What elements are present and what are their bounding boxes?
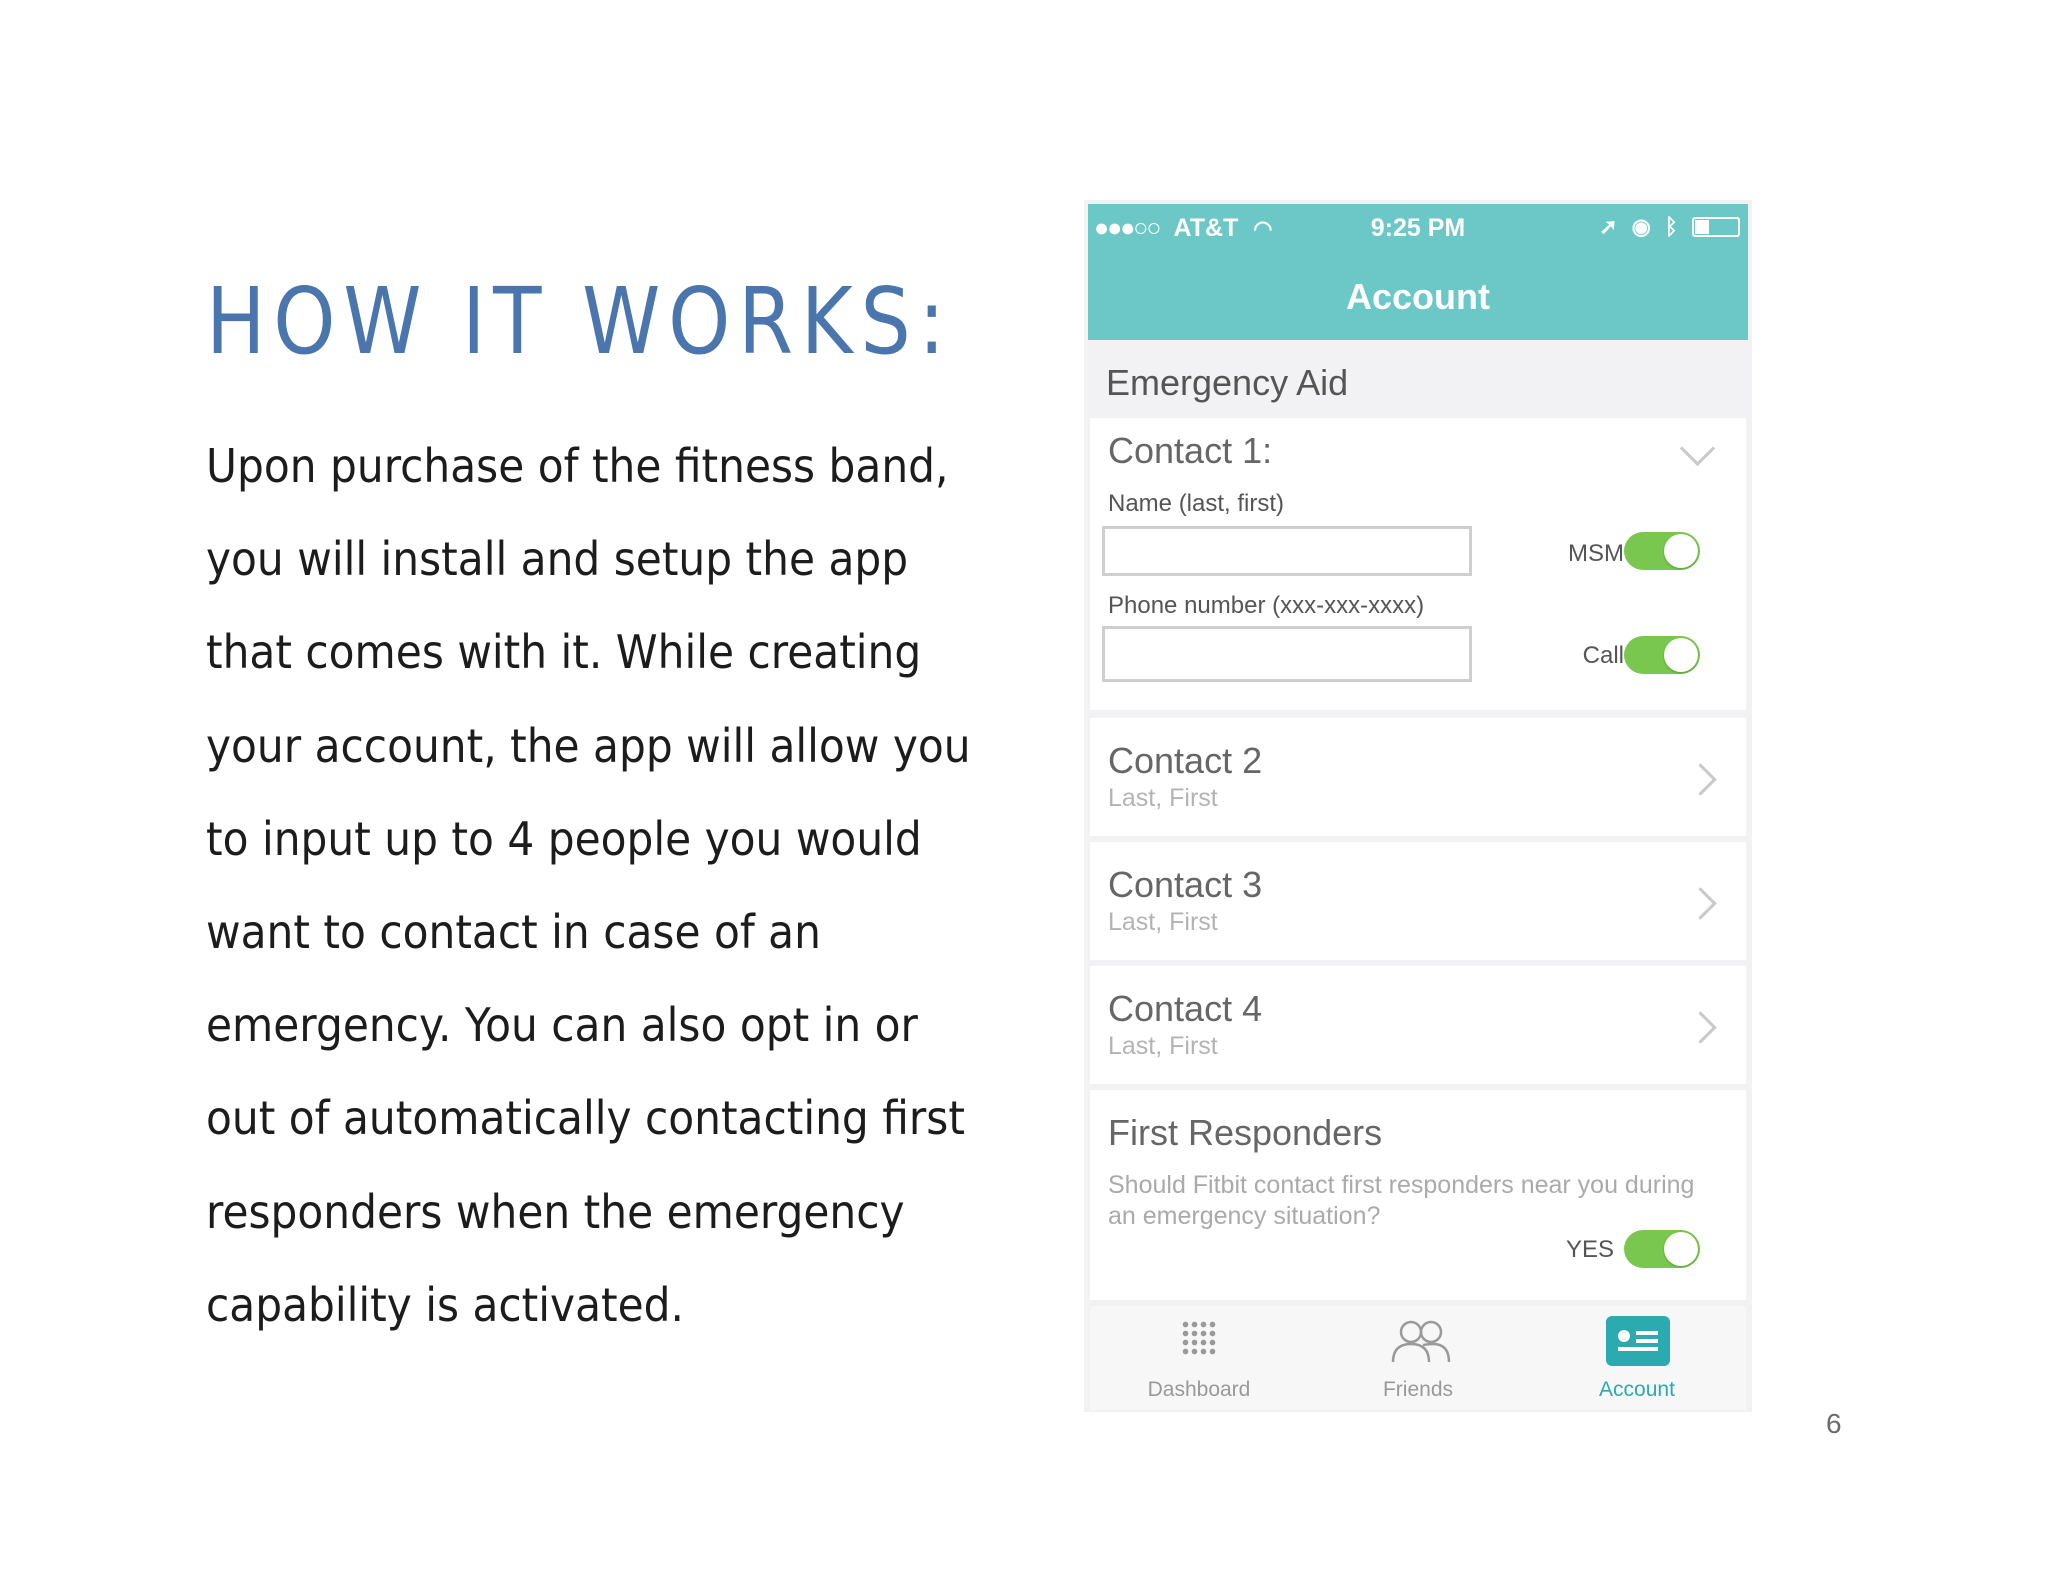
tab-friends[interactable]	[1309, 1306, 1527, 1410]
status-time: 9:25 PM	[1370, 214, 1466, 242]
tab-dashboard[interactable]	[1090, 1306, 1308, 1410]
body-line: capability is activated.	[206, 1277, 684, 1332]
msm-label: MSM	[1568, 540, 1624, 567]
contact-3-title: Contact 3	[1108, 864, 1263, 905]
call-toggle[interactable]	[1624, 636, 1700, 674]
body-line: you will install and setup the app	[206, 532, 909, 587]
phone-field-label: Phone number (xxx-xxx-xxxx)	[1108, 592, 1425, 619]
contact-2-subtitle: Last, First	[1108, 784, 1218, 812]
friends-icon	[1389, 1318, 1453, 1364]
body-line: responders when the emergency	[206, 1184, 905, 1239]
page-number: 6	[1826, 1408, 1842, 1439]
first-responders-description: Should Fitbit contact first responders near you during an emergency situation?	[1108, 1171, 1695, 1230]
body-line: your account, the app will allow you	[206, 718, 971, 773]
status-icons	[1599, 214, 1740, 240]
contact-4-title: Contact 4	[1108, 988, 1263, 1029]
tab-account[interactable]	[1528, 1306, 1746, 1410]
contact-3-subtitle: Last, First	[1108, 908, 1218, 936]
dashboard-icon	[1181, 1320, 1217, 1356]
slide-title: HOW IT WORKS:	[206, 268, 953, 375]
tab-label: Account	[1599, 1378, 1675, 1401]
tab-label: Dashboard	[1147, 1378, 1251, 1401]
first-responders-card	[1090, 1090, 1746, 1300]
contact-4-subtitle: Last, First	[1108, 1032, 1218, 1060]
contact-1-card	[1090, 418, 1746, 710]
chevron-down-icon[interactable]	[1680, 431, 1715, 466]
body-line: emergency. You can also opt in or	[206, 998, 918, 1053]
phone-screenshot	[1084, 200, 1752, 1412]
contact-2-row[interactable]	[1090, 718, 1746, 836]
body-line: to input up to 4 people you would	[206, 811, 922, 866]
battery-icon	[1692, 217, 1740, 237]
section-title: Emergency Aid	[1106, 362, 1349, 403]
phone-input[interactable]	[1102, 626, 1472, 682]
location-icon: ➚	[1599, 214, 1618, 239]
body-line: that comes with it. While creating	[206, 625, 922, 680]
contact-2-title: Contact 2	[1108, 740, 1263, 781]
app-header	[1088, 204, 1748, 340]
first-responders-title: First Responders	[1108, 1112, 1383, 1153]
tab-bar	[1090, 1306, 1746, 1410]
body-line: want to contact in case of an	[206, 905, 821, 960]
signal-strength-icon: ●●●○○	[1094, 214, 1160, 242]
tab-label: Friends	[1382, 1378, 1454, 1401]
account-icon	[1606, 1316, 1670, 1366]
chevron-right-icon	[1684, 763, 1717, 796]
yes-label: YES	[1565, 1236, 1614, 1263]
wifi-icon: ◠	[1253, 216, 1273, 241]
chevron-right-icon	[1684, 1011, 1717, 1044]
name-input[interactable]	[1102, 526, 1472, 576]
chevron-right-icon	[1684, 887, 1717, 920]
alarm-icon: ◉	[1631, 214, 1651, 239]
name-field-label: Name (last, first)	[1108, 490, 1285, 517]
carrier-name: AT&T	[1173, 214, 1239, 242]
contact-4-row[interactable]	[1090, 966, 1746, 1084]
body-line: out of automatically contacting first	[206, 1091, 965, 1146]
slide-body	[206, 420, 971, 1352]
header-title: Account	[1346, 276, 1490, 317]
msm-toggle[interactable]	[1624, 532, 1700, 570]
call-label: Call	[1582, 642, 1624, 669]
body-line: Upon purchase of the fitness band,	[206, 439, 949, 493]
contact-1-title[interactable]: Contact 1:	[1108, 430, 1273, 471]
first-responders-toggle[interactable]	[1624, 1230, 1700, 1268]
contact-3-row[interactable]	[1090, 842, 1746, 960]
bluetooth-icon: ᛒ	[1664, 214, 1678, 239]
